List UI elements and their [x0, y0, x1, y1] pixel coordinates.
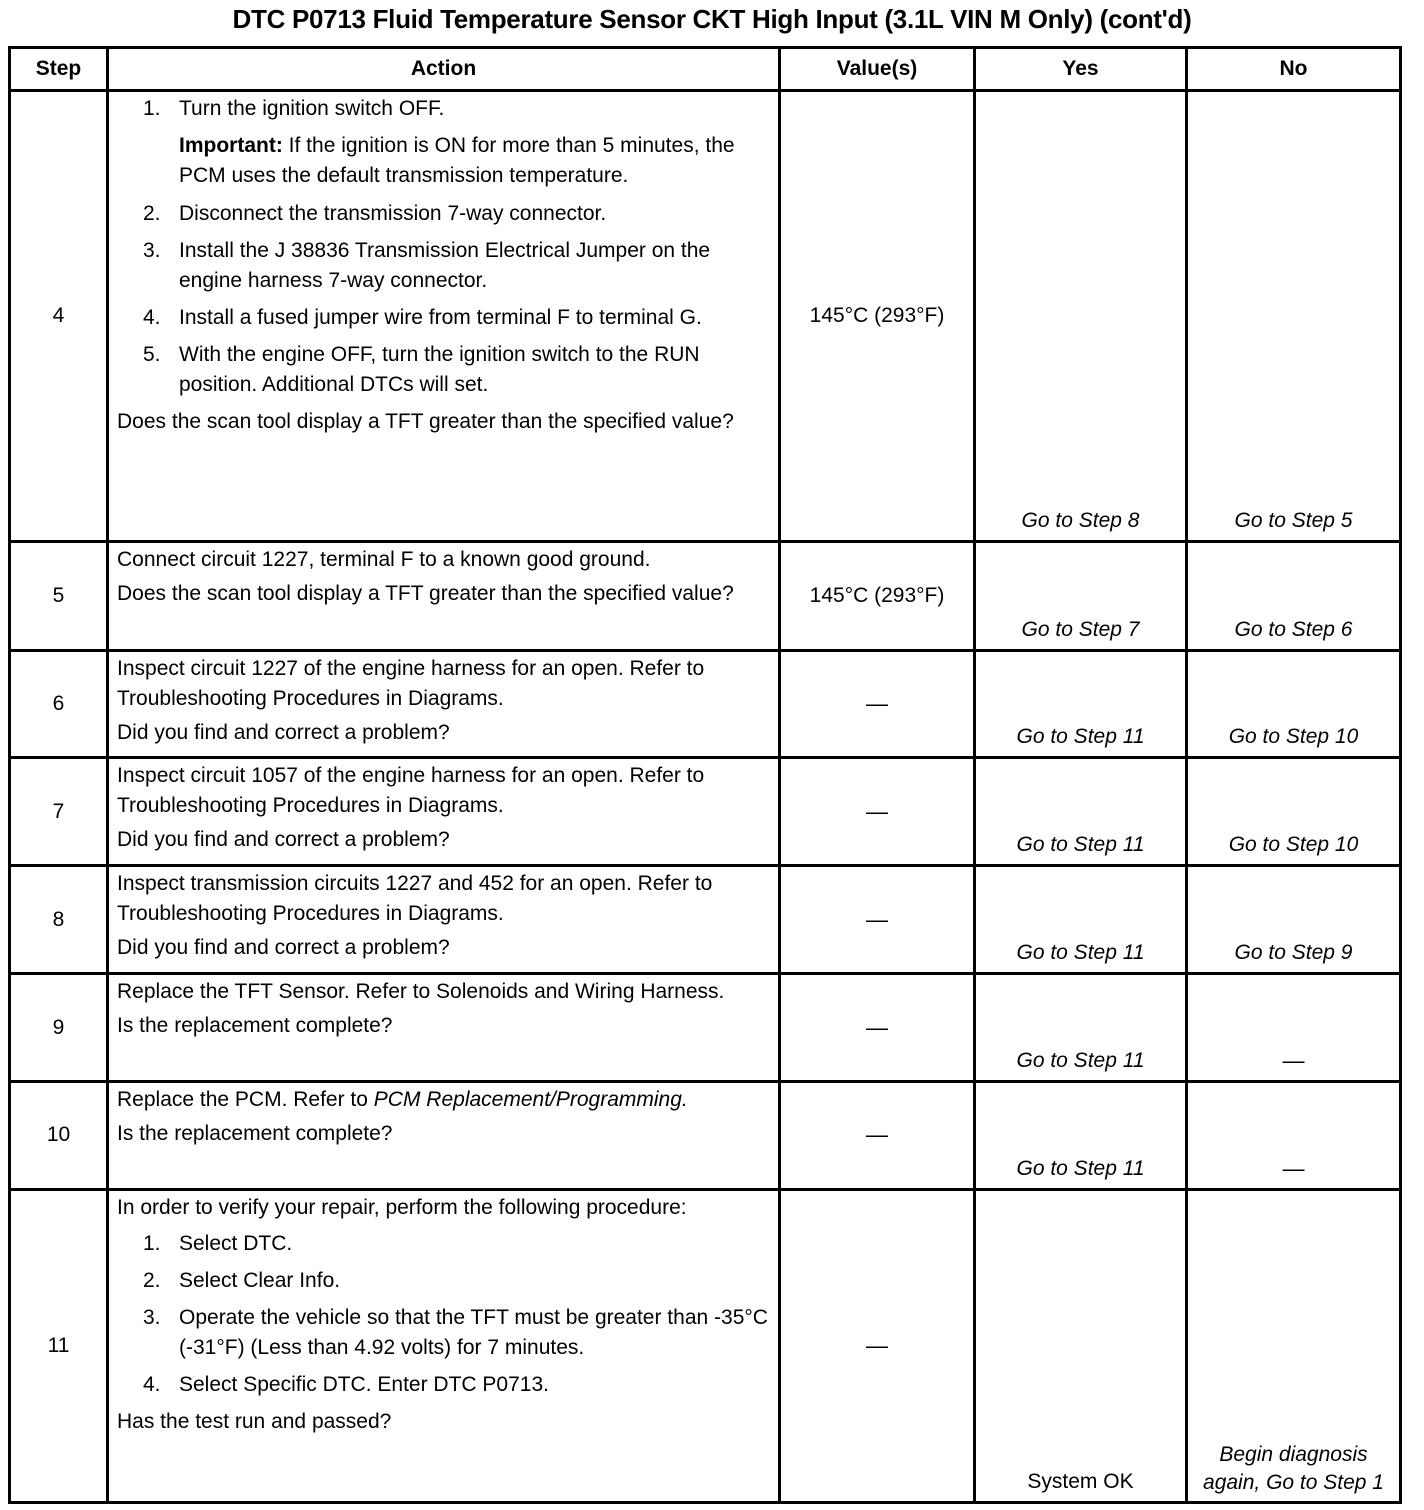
table-row [10, 757, 1401, 865]
value-cell: — [780, 650, 975, 757]
yes-cell: System OK [975, 1190, 1187, 1503]
header-values: Value(s) [780, 48, 975, 91]
list-item: 2. Disconnect the transmission 7-way connector. [143, 202, 607, 225]
step-number: 6 [10, 650, 108, 757]
list-item: 1. Turn the ignition switch OFF. [143, 97, 445, 120]
list-item: 2. Select Clear Info. [143, 1269, 341, 1293]
important-note: Important: If the ignition is ON for more than 5 minutes, the PCM uses the default transmission temperature. [179, 134, 735, 187]
yes-cell: Go to Step 8 [975, 91, 1187, 542]
step-number: 7 [10, 757, 108, 865]
no-cell: Go to Step 10 [1187, 650, 1401, 757]
action-cell [108, 542, 780, 650]
question-text: Is the replacement complete? [117, 1121, 393, 1145]
step-number: 4 [10, 91, 108, 542]
header-yes: Yes [975, 48, 1187, 91]
value-cell: — [780, 1190, 975, 1503]
header-no: No [1187, 48, 1401, 91]
table-row [10, 974, 1401, 1081]
value-cell: 145°C (293°F) [780, 91, 975, 542]
list-item: 4. Install a fused jumper wire from terminal F to terminal G. [143, 306, 702, 329]
question-text: Is the replacement complete? [117, 1014, 393, 1038]
action-cell [108, 1190, 780, 1503]
no-cell: Begin diagnosis again, Go to Step 1 [1187, 1190, 1401, 1503]
procedure-list [117, 1229, 772, 1400]
table-row [10, 1081, 1401, 1189]
question-text: Does the scan tool display a TFT greater than the specified value? [117, 582, 734, 606]
page-title: DTC P0713 Fluid Temperature Sensor CKT High Input (3.1L VIN M Only) (cont'd) [232, 4, 1192, 34]
question-text: Did you find and correct a problem? [117, 827, 450, 851]
value-cell: — [780, 974, 975, 1081]
table-row [10, 1190, 1401, 1503]
table-row [10, 650, 1401, 757]
action-cell [108, 757, 780, 865]
list-item: 1. Select DTC. [143, 1232, 293, 1256]
diagnostic-table [8, 46, 1402, 1504]
yes-cell: Go to Step 11 [975, 866, 1187, 974]
action-text: Inspect circuit 1227 of the engine harness for an open. Refer to Troubleshooting Procedures in Diagrams. [117, 656, 705, 710]
action-cell [108, 974, 780, 1081]
action-text: Replace the TFT Sensor. Refer to Solenoids and Wiring Harness. [117, 980, 725, 1004]
table-row [10, 542, 1401, 650]
list-item: 3. Operate the vehicle so that the TFT must be greater than -35°C (-31°F) (Less than 4.92 volts) for 7 minutes. [143, 1306, 768, 1360]
step-number: 5 [10, 542, 108, 650]
procedure-list [117, 94, 772, 124]
no-cell: Go to Step 5 [1187, 91, 1401, 542]
action-cell [108, 866, 780, 974]
yes-cell: Go to Step 11 [975, 757, 1187, 865]
action-text: Replace the PCM. Refer to PCM Replacement/Programming. [117, 1087, 688, 1111]
yes-cell: Go to Step 11 [975, 1081, 1187, 1189]
question-text: Did you find and correct a problem? [117, 720, 450, 744]
no-cell: — [1187, 1081, 1401, 1189]
question-text: Does the scan tool display a TFT greater than the specified value? [117, 410, 734, 433]
yes-cell: Go to Step 11 [975, 974, 1187, 1081]
table-row [10, 91, 1401, 542]
procedure-list [117, 199, 772, 400]
no-cell: — [1187, 974, 1401, 1081]
header-row [10, 48, 1401, 91]
yes-cell: Go to Step 11 [975, 650, 1187, 757]
action-text: Inspect circuit 1057 of the engine harness for an open. Refer to Troubleshooting Procedures in Diagrams. [117, 763, 705, 817]
header-action: Action [108, 48, 780, 91]
action-text: In order to verify your repair, perform the following procedure: [117, 1196, 687, 1220]
no-cell: Go to Step 10 [1187, 757, 1401, 865]
value-cell: 145°C (293°F) [780, 542, 975, 650]
step-number: 9 [10, 974, 108, 1081]
step-number: 8 [10, 866, 108, 974]
action-cell [108, 1081, 780, 1189]
header-step: Step [10, 48, 108, 91]
no-cell: Go to Step 9 [1187, 866, 1401, 974]
table-row [10, 866, 1401, 974]
step-number: 11 [10, 1190, 108, 1503]
no-cell: Go to Step 6 [1187, 542, 1401, 650]
value-cell: — [780, 866, 975, 974]
yes-cell: Go to Step 7 [975, 542, 1187, 650]
list-item: 3. Install the J 38836 Transmission Electrical Jumper on the engine harness 7-way connector. [143, 239, 711, 292]
action-cell [108, 650, 780, 757]
list-item: 5. With the engine OFF, turn the ignition switch to the RUN position. Additional DTCs will set. [143, 343, 700, 396]
action-text: Connect circuit 1227, terminal F to a known good ground. [117, 548, 651, 572]
value-cell: — [780, 1081, 975, 1189]
list-item: 4. Select Specific DTC. Enter DTC P0713. [143, 1373, 549, 1397]
step-number: 10 [10, 1081, 108, 1189]
action-cell [108, 91, 780, 542]
question-text: Has the test run and passed? [117, 1410, 392, 1434]
action-text: Inspect transmission circuits 1227 and 452 for an open. Refer to Troubleshooting Procedures in Diagrams. [117, 872, 713, 926]
value-cell: — [780, 757, 975, 865]
question-text: Did you find and correct a problem? [117, 936, 450, 960]
